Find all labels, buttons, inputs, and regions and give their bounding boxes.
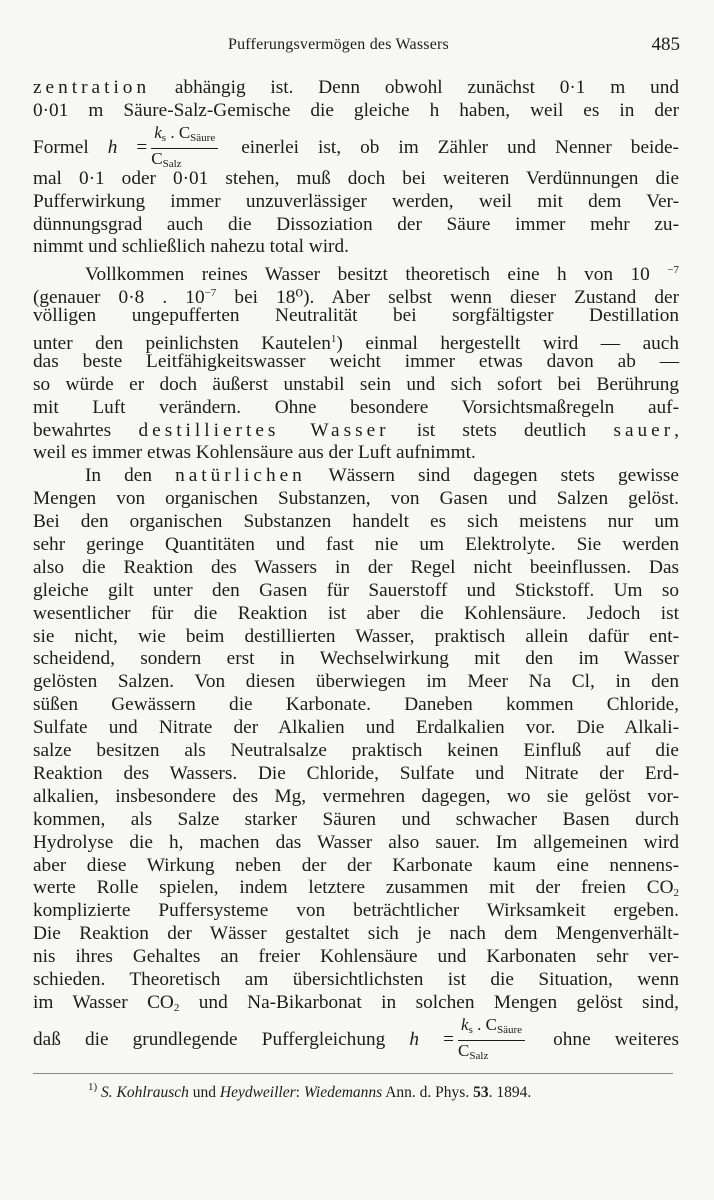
line-text: Bei den organischen Substanzen handelt es sich meistens nur um xyxy=(33,511,679,533)
page-number: 485 xyxy=(651,34,680,55)
text-line xyxy=(33,420,679,443)
denominator-subscript: Salz xyxy=(162,157,182,170)
line-text: unter den peinlichsten Kautelen xyxy=(33,333,331,355)
text-line xyxy=(33,351,679,374)
footnote-journal: Wiedemanns xyxy=(303,1084,383,1101)
formula-fraction xyxy=(151,123,218,174)
line-text: ist stets deutlich xyxy=(389,419,614,441)
line-text: gleiche gilt unter den Gasen für Sauerstoff und Stickstoff. Um so xyxy=(33,579,679,601)
line-text: also die Reaktion des Wassers in der Regel nicht beeinflussen. Das xyxy=(33,556,679,578)
text-line xyxy=(33,77,679,100)
page-header xyxy=(30,34,680,60)
text-line xyxy=(33,786,679,809)
text-line xyxy=(33,763,679,786)
text-line xyxy=(33,374,679,397)
k-symbol: k xyxy=(461,1014,469,1034)
footnote xyxy=(88,1076,688,1104)
line-text: aber diese Wirkung neben der der Karbonate kaum eine nennens- xyxy=(33,854,679,876)
footnote-author: S. Kohlrausch xyxy=(101,1084,189,1101)
line-text: Vollkommen reines Wasser besitzt theoretisch eine h von 10 xyxy=(85,264,650,286)
footnote-text: : xyxy=(295,1084,304,1101)
text-line xyxy=(33,694,679,717)
line-text: mit Luft verändern. Ohne besondere Vorsichtsmaßregeln auf- xyxy=(33,396,679,418)
line-text: so würde er doch äußerst unstabil sein und sich sofort bei Berührung xyxy=(33,373,679,395)
k-subscript: s xyxy=(468,1023,473,1036)
formula-eq: = xyxy=(443,1028,455,1050)
footnote-marker: 1) xyxy=(88,1081,98,1093)
numerator-subscript: Säure xyxy=(190,131,216,144)
formula-h: h xyxy=(409,1028,420,1050)
text-line xyxy=(33,832,679,855)
running-title: Pufferungsvermögen des Wassers xyxy=(228,36,449,53)
line-text: salze besitzen als Neutralsalze praktisch keinen Einfluß auf die xyxy=(33,740,679,762)
exponent: −7 xyxy=(204,287,217,300)
line-text: Mengen von organischen Substanzen, von Gasen und Salzen gelöst. xyxy=(33,488,679,510)
text-line xyxy=(33,168,679,191)
line-text: komplizierte Puffersysteme von beträchtlicher Wirksamkeit ergeben. xyxy=(33,900,679,922)
line-text: nis ihres Gehaltes an freier Kohlensäure und Karbonaten sehr ver- xyxy=(33,946,679,968)
text-line xyxy=(33,511,679,534)
fraction-numerator xyxy=(151,123,218,149)
line-text: gelösten Salzen. Von diesen überwiegen im Meer Na Cl, in den xyxy=(33,671,679,693)
text-line xyxy=(33,809,679,832)
text-line xyxy=(33,671,679,694)
line-text: völligen ungepufferten Neutralität bei sorgfältigster Destillation xyxy=(33,305,679,327)
text-line xyxy=(33,969,679,992)
line-text: werte Rolle spielen, indem letztere zusammen mit der freien CO xyxy=(33,877,674,899)
line-text: Formel xyxy=(33,136,108,158)
text-line xyxy=(33,465,679,488)
line-text: ohne weiteres xyxy=(529,1028,679,1050)
text-line xyxy=(33,214,679,237)
line-text: scheidend, sondern erst in Wechselwirkung mit den im Wasser xyxy=(33,648,679,670)
line-text: Sulfate und Nitrate der Alkalien und Erdalkalien vor. Die Alkali- xyxy=(33,717,679,739)
line-text: daß die grundlegende Puffergleichung xyxy=(33,1028,410,1050)
formula-h: h xyxy=(107,136,118,158)
fraction-denominator xyxy=(458,1041,525,1066)
line-text: einerlei ist, ob im Zähler und Nenner beide- xyxy=(222,136,679,158)
line-text: bei 18⁰). Aber selbst wenn dieser Zustand der xyxy=(216,287,679,309)
formula-line xyxy=(33,1015,679,1060)
line-text: Wässern sind dagegen stets gewisse xyxy=(305,465,679,487)
line-text: Reaktion des Wassers. Die Chloride, Sulfate und Nitrate der Erd- xyxy=(33,762,679,784)
line-text: bewahrtes xyxy=(33,419,139,441)
text-line xyxy=(33,442,679,465)
text-line xyxy=(33,603,679,626)
numerator-c: . C xyxy=(170,122,191,142)
line-text: dünnungsgrad auch die Dissoziation der Säure immer mehr zu- xyxy=(33,213,679,235)
line-text: süßen Gewässern die Karbonate. Daneben kommen Chloride, xyxy=(33,694,679,716)
line-text: mal 0·1 oder 0·01 stehen, muß doch bei weiteren Verdünnungen die xyxy=(33,167,679,189)
text-line xyxy=(33,191,679,214)
line-text: Pufferwirkung immer unzuverlässiger werden, weil mit dem Ver- xyxy=(33,190,679,212)
footnote-author: Heydweiller xyxy=(219,1084,296,1101)
text-line xyxy=(33,626,679,649)
text-line xyxy=(33,900,679,923)
text-line xyxy=(33,557,679,580)
text-line xyxy=(33,717,679,740)
text-line xyxy=(33,488,679,511)
fraction-denominator xyxy=(151,149,218,174)
line-text: und Na-Bikarbonat in solchen Mengen gelöst sind, xyxy=(179,991,679,1013)
fraction-numerator xyxy=(458,1015,525,1041)
line-text: sehr geringe Quantitäten und fast nie um Elektrolyte. Sie werden xyxy=(33,534,679,556)
line-text: das beste Leitfähigkeitswasser weicht immer etwas davon ab — xyxy=(33,350,679,372)
line-text: abhängig ist. Denn obwohl zunächst 0·1 m und xyxy=(150,77,679,98)
line-text: im Wasser CO xyxy=(33,991,174,1013)
text-line xyxy=(33,923,679,946)
text-line xyxy=(33,534,679,557)
text-line xyxy=(33,282,679,309)
text-line xyxy=(33,946,679,969)
line-text: Die Reaktion der Wässer gestaltet sich je nach dem Mengenverhält- xyxy=(33,923,679,945)
body-text xyxy=(33,77,679,1060)
numerator-subscript: Säure xyxy=(496,1023,523,1036)
footnote-text: Ann. d. Phys. xyxy=(382,1084,474,1101)
line-text: weil es immer etwas Kohlensäure aus der Luft aufnimmt. xyxy=(33,442,476,464)
text-line xyxy=(33,259,679,286)
line-text: nimmt und schließlich nahezu total wird. xyxy=(33,236,349,258)
text-line xyxy=(33,648,679,671)
line-text: sie nicht, wie beim destillierten Wasser, praktisch allein dafür ent- xyxy=(33,625,679,647)
denominator-c: C xyxy=(458,1040,470,1060)
text-line xyxy=(33,877,679,900)
formula-fraction xyxy=(458,1015,525,1066)
line-text: In den xyxy=(85,465,176,487)
line-text: schieden. Theoretisch am übersichtlichsten ist die Situation, wenn xyxy=(33,968,679,990)
text-line xyxy=(33,100,679,123)
line-text: , xyxy=(674,419,679,441)
line-text: Hydrolyse die h, machen das Wasser also sauer. Im allgemeinen wird xyxy=(33,831,679,853)
spaced-word: destilliertes Wasser xyxy=(138,419,390,441)
text-line xyxy=(33,236,679,259)
numerator-c: . C xyxy=(477,1014,497,1034)
footnote-volume: 53 xyxy=(473,1084,489,1101)
co2-subscript: 2 xyxy=(173,1001,180,1014)
formula-eq: = xyxy=(136,136,148,158)
denominator-c: C xyxy=(151,148,163,168)
footnote-ref: 1 xyxy=(330,333,337,346)
text-line xyxy=(33,580,679,603)
formula-line xyxy=(33,123,679,168)
spaced-word: sauer xyxy=(613,419,675,441)
text-line xyxy=(33,855,679,878)
line-text: wesentlicher für die Reaktion ist aber die Kohlensäure. Jedoch ist xyxy=(33,602,679,624)
spaced-word: zentration xyxy=(33,77,151,98)
k-symbol: k xyxy=(154,122,162,142)
text-line xyxy=(33,992,679,1015)
line-text: 0·01 m Säure-Salz-Gemische die gleiche h haben, weil es in der xyxy=(33,99,679,121)
denominator-subscript: Salz xyxy=(469,1049,489,1062)
text-line xyxy=(33,305,679,328)
co2-subscript: 2 xyxy=(673,887,679,900)
footnote-year: . 1894. xyxy=(488,1084,532,1101)
text-line xyxy=(33,397,679,420)
line-text: ) einmal hergestellt wird — auch xyxy=(336,333,679,355)
line-text: kommen, als Salze starker Säuren und schwacher Basen durch xyxy=(33,808,679,830)
k-subscript: s xyxy=(161,131,167,144)
text-line xyxy=(33,740,679,763)
footnote-text: und xyxy=(188,1084,220,1101)
line-text: alkalien, insbesondere des Mg, vermehren dagegen, wo sie gelöst vor- xyxy=(33,785,679,807)
exponent: −7 xyxy=(667,264,679,277)
line-text: (genauer 0·8 . 10 xyxy=(33,287,205,309)
text-line xyxy=(33,328,679,355)
footnote-divider xyxy=(33,1073,673,1074)
spaced-word: natürlichen xyxy=(175,465,306,487)
